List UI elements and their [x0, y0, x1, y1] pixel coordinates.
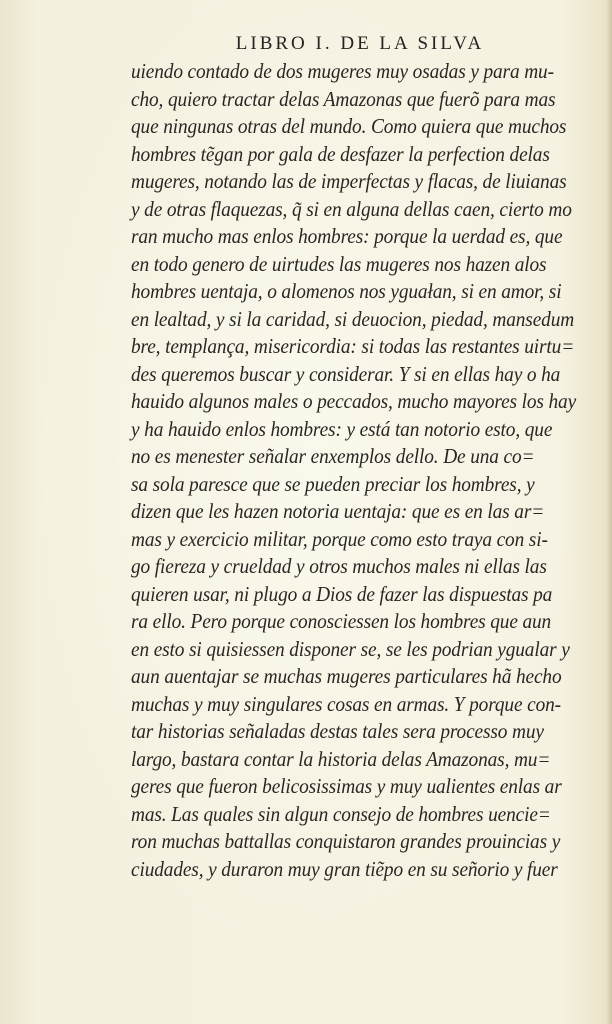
- running-header: LIBRO I. DE LA SILVA: [235, 33, 485, 54]
- text-line: ron muchas battallas conquistaron grandes prouincias y: [131, 829, 561, 853]
- text-line: en esto si quisiessen disponer se, se les podrian ygualar y: [131, 636, 570, 661]
- body-text: [131, 58, 591, 883]
- page-edge-shadow: [606, 0, 612, 1024]
- text-line: aun auentajar se muchas mugeres particulares hã hecho: [131, 664, 562, 688]
- text-line: tar historias señaladas destas tales sera processo muy: [131, 719, 544, 743]
- text-line: mugeres, notando las de imperfectas y flacas, de liuianas: [131, 169, 567, 193]
- text-line: muchas y muy singulares cosas en armas. Y porque con-: [131, 691, 561, 716]
- text-line: largo, bastara contar la historia delas Amazonas, mu=: [131, 746, 551, 771]
- text-line: uiendo contado de dos mugeres muy osadas y para mu-: [131, 59, 554, 83]
- text-line: hombres tẽgan por gala de desfazer la perfection delas: [131, 141, 550, 166]
- text-line: que ningunas otras del mundo. Como quiera que muchos: [131, 114, 567, 138]
- text-line: mas. Las quales sin algun consejo de hombres uencie=: [131, 801, 551, 826]
- text-line: ran mucho mas enlos hombres: porque la uerdad es, que: [131, 224, 563, 248]
- text-line: hauido algunos males o peccados, mucho mayores los hay: [131, 389, 577, 413]
- text-line: mas y exercicio militar, porque como esto traya con si-: [131, 526, 548, 551]
- text-line: bre, templança, misericordia: si todas las restantes uirtu=: [131, 334, 575, 358]
- text-line: en todo genero de uirtudes las mugeres nos hazen alos: [131, 251, 547, 276]
- text-line: dizen que les hazen notoria uentaja: que es en las ar=: [131, 499, 545, 523]
- text-line: y de otras flaquezas, q̃ si en alguna dellas caen, cierto mo: [131, 196, 572, 221]
- text-line: geres que fueron belicosissimas y muy ualientes enlas ar: [131, 774, 562, 798]
- text-line: sa sola paresce que se pueden preciar los hombres, y: [131, 471, 535, 496]
- text-line: y ha hauido enlos hombres: y está tan notorio esto, que: [131, 416, 553, 441]
- text-line: en lealtad, y si la caridad, si deuocion, piedad, mansedum: [131, 306, 575, 331]
- text-line: ra ello. Pero porque conosciessen los hombres que aun: [131, 609, 552, 633]
- text-line: no es menester señalar enxemplos dello. De una co=: [131, 444, 535, 468]
- text-line: hombres uentaja, o alomenos nos yguałan, si en amor, si: [131, 279, 562, 303]
- text-line: des queremos buscar y considerar. Y si en ellas hay o ha: [131, 361, 561, 386]
- text-line: cho, quiero tractar delas Amazonas que fuerõ para mas: [131, 86, 556, 111]
- text-line: quieren usar, ni plugo a Dios de fazer las dispuestas pa: [131, 581, 553, 606]
- text-line: go fiereza y crueldad y otros muchos males ni ellas las: [131, 554, 547, 578]
- text-line: ciudades, y duraron muy gran tiẽpo en su señorio y fuer: [131, 856, 558, 881]
